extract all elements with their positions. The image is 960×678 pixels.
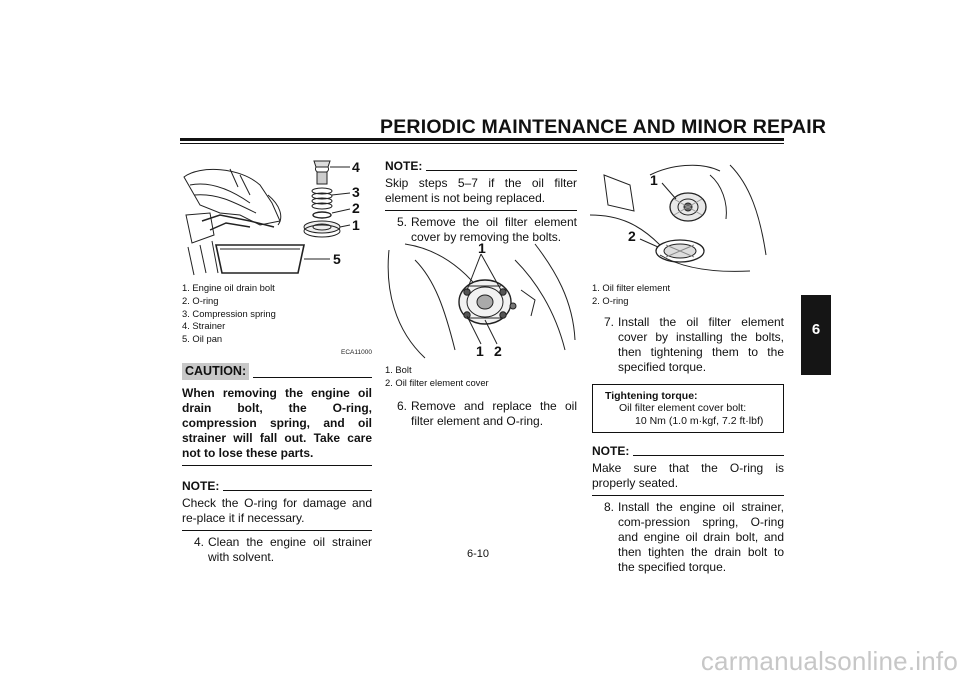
- step-number: 8.: [603, 500, 614, 515]
- note-text: Make sure that the O-ring is properly seated.: [592, 461, 784, 491]
- step-7: [592, 315, 784, 375]
- callout-2: 2: [628, 228, 636, 244]
- note-heading: [592, 443, 784, 458]
- figure-caption-list: [592, 282, 784, 308]
- step-4: [182, 535, 372, 565]
- callout-3: 3: [352, 184, 360, 200]
- caution-label: CAUTION:: [182, 363, 249, 380]
- note-text: Skip steps 5–7 if the oil filter element is not being replaced.: [385, 176, 577, 205]
- page-number: 6-10: [466, 548, 490, 560]
- note-rule: [633, 455, 784, 456]
- note-end-rule: [592, 495, 784, 496]
- note-label: NOTE:: [385, 159, 423, 173]
- callout-1-top: 1: [478, 240, 486, 256]
- callout-4: 4: [352, 159, 360, 175]
- note-heading: [385, 158, 577, 173]
- step-number: 6.: [396, 398, 407, 413]
- chapter-tab-label: 6: [811, 321, 821, 338]
- step-number: 7.: [603, 314, 614, 329]
- note-end-rule: [385, 210, 577, 211]
- step-8: [592, 500, 784, 575]
- caption-item: 2. Oil filter element cover: [385, 376, 489, 388]
- watermark-text: carmanualsonline.info: [700, 646, 958, 676]
- caution-rule: [253, 377, 372, 378]
- callout-1-bottom: 1: [476, 343, 484, 359]
- note-rule: [426, 170, 577, 171]
- step-6: [385, 399, 577, 429]
- torque-part: Oil filter element cover bolt:: [619, 402, 747, 415]
- chapter-tab[interactable]: [801, 295, 831, 375]
- caution-end-rule: [182, 465, 372, 466]
- callout-5: 5: [333, 251, 341, 267]
- torque-value: 10 Nm (1.0 m·kgf, 7.2 ft·lbf): [635, 414, 764, 427]
- caption-item: 1. Oil filter element: [592, 282, 671, 293]
- caption-item: 1. Engine oil drain bolt: [182, 282, 275, 293]
- note-label: NOTE:: [592, 444, 630, 459]
- header-rule: [180, 138, 784, 141]
- step-text: Install the oil filter element cover by installing the bolts, then tightening them to the specified torque.: [618, 314, 784, 374]
- note-label: NOTE:: [182, 479, 220, 493]
- step-text: Clean the engine oil strainer with solvent.: [208, 535, 372, 564]
- filter-cover-figure: [385, 240, 577, 362]
- caution-text: When removing the engine oil drain bolt, the O-ring, compression spring, and oil strainer will fall out. Take care not to lose these parts.: [182, 386, 372, 460]
- col1-captions-block: [182, 282, 372, 346]
- caption-item: 3. Compression spring: [182, 307, 276, 319]
- col2-bottom: [385, 364, 577, 429]
- callout-1: 1: [650, 172, 658, 188]
- filter-element-figure: [590, 155, 784, 280]
- step-text: Install the engine oil strainer, com-pression spring, O-ring and engine oil drain bolt, and then tighten the drain bolt to the specified torque.: [618, 500, 784, 575]
- col1-body: [182, 345, 372, 565]
- page-header-title: PERIODIC MAINTENANCE AND MINOR REPAIR: [380, 116, 827, 138]
- note-text: Check the O-ring for damage and re-place it if necessary.: [182, 496, 372, 525]
- step-text: Remove the oil filter element cover by removing the bolts.: [411, 215, 577, 244]
- col2-top: [385, 158, 577, 245]
- step-number: 4.: [193, 535, 204, 549]
- oil-drain-figure: [180, 155, 372, 280]
- caption-item: 2. O-ring: [592, 294, 629, 306]
- note-heading: [182, 478, 372, 493]
- torque-heading: Tightening torque:: [605, 389, 698, 402]
- caption-item: 5. Oil pan: [182, 333, 223, 345]
- note-end-rule: [182, 530, 372, 531]
- note-rule: [223, 490, 372, 491]
- header-rule-thin: [180, 143, 784, 144]
- callout-2: 2: [352, 200, 360, 216]
- callout-1: 1: [352, 217, 360, 233]
- caption-item: 4. Strainer: [182, 320, 226, 332]
- reference-code: ECA11000: [341, 349, 372, 356]
- col3-body: [592, 282, 784, 575]
- step-number: 5.: [396, 215, 407, 229]
- step-text: Remove and replace the oil filter element and O-ring.: [411, 398, 577, 428]
- figure-caption-list: [385, 364, 577, 390]
- caption-item: 1. Bolt: [385, 364, 412, 375]
- callout-2: 2: [494, 343, 502, 359]
- caption-item: 2. O-ring: [182, 294, 219, 306]
- figure-caption-list: [182, 282, 372, 346]
- caution-heading: [182, 362, 372, 380]
- torque-spec-box: [592, 384, 784, 434]
